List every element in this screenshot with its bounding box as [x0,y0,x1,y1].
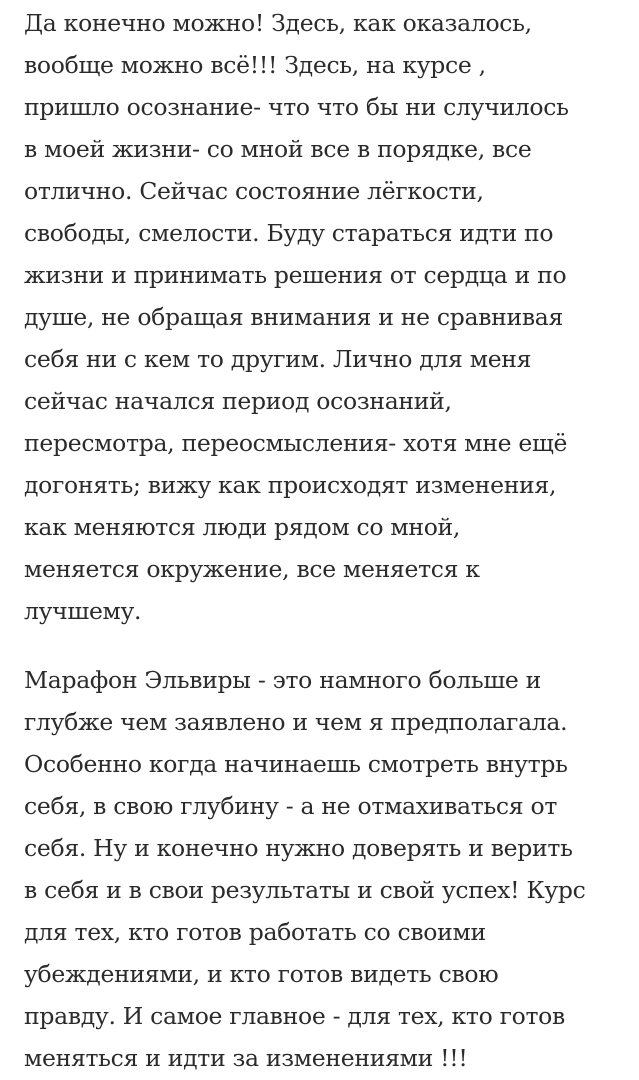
text-line: меняется окружение, все меняется к [24,555,480,583]
text-line: свободы, смелости. Буду стараться идти по [24,219,554,247]
text-line: отлично. Сейчас состояние лёгкости, [24,177,484,205]
text-line: правду. И самое главное - для тех, кто готов [24,1002,565,1030]
text-line: в себя и в свои результаты и свой успех! Курс [24,876,586,904]
text-line: себя ни с кем то другим. Лично для меня [24,345,532,373]
text-line: сейчас начался период осознаний, [24,387,452,415]
text-line: пересмотра, переосмысления- хотя мне ещё [24,429,568,457]
text-line: душе, не обращая внимания и не сравнивая [24,303,564,331]
paragraph-2 [24,659,629,1079]
text-line: в моей жизни- со мной все в порядке, все [24,135,532,163]
text-line: глубже чем заявлено и чем я предполагала. [24,708,568,736]
paragraph-1 [24,2,629,632]
text-line: лучшему. [24,597,142,625]
text-line: вообще можно всё!!! Здесь, на курсе , [24,51,486,79]
text-line: догонять; вижу как происходят изменения, [24,471,557,499]
text-line: убеждениями, и кто готов видеть свою [24,960,499,988]
text-line: себя. Ну и конечно нужно доверять и верить [24,834,573,862]
text-line: пришло осознание- что что бы ни случилось [24,93,569,121]
text-line: меняться и идти за изменениями !!! [24,1044,468,1072]
text-line: как меняются люди рядом со мной, [24,513,461,541]
text-line: Да конечно можно! Здесь, как оказалось, [24,9,532,37]
text-line: Особенно когда начинаешь смотреть внутрь [24,750,568,778]
text-line: Марафон Эльвиры - это намного больше и [24,666,542,694]
text-line: жизни и принимать решения от сердца и по [24,261,567,289]
text-line: себя, в свою глубину - а не отмахиваться от [24,792,558,820]
text-line: для тех, кто готов работать со своими [24,918,486,946]
